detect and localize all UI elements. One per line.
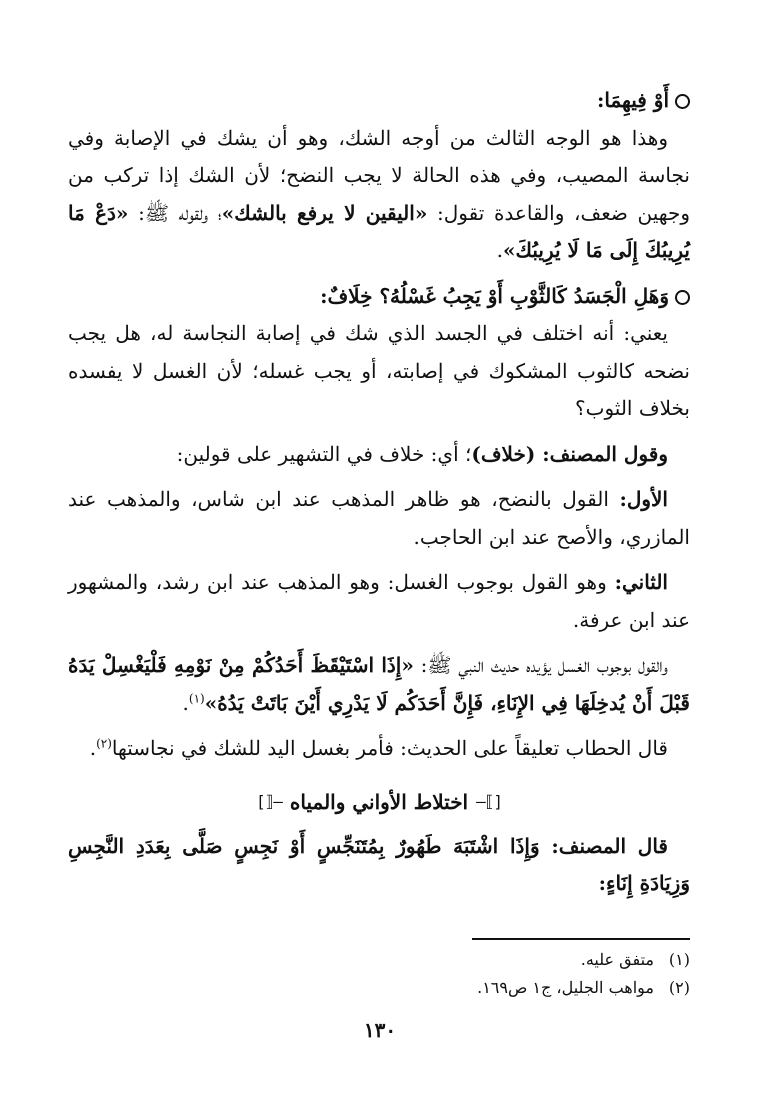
footnote-marker: (٢) <box>96 736 112 751</box>
circle-bullet-icon <box>675 94 690 109</box>
footnote-marker: (١) <box>188 690 205 705</box>
page-number: ١٣٠ <box>363 1018 397 1042</box>
paragraph-hattab-comment: قال الحطاب تعليقاً على الحديث: فأمر بغسل اليد للشك في نجاستها$^{(٢)}$. <box>89 736 668 760</box>
footnotes <box>68 946 690 1002</box>
footnote-divider <box>472 938 690 940</box>
ornament-left: [⟧— <box>256 791 282 811</box>
hadith-quote: «دَعْ مَا يُرِيبُكَ إِلَى مَا لَا يُرِيبُكَ» <box>68 200 690 262</box>
section-title: —⟦] اختلاط الأواني والمياه [⟧— <box>68 786 690 818</box>
paragraph-second-opinion: الثاني: وهو القول بوجوب الغسل: وهو المذهب عند ابن رشد، والمشهور عند ابن عرفة. <box>68 570 690 632</box>
heading-or-both: أَوْ فِيهِمَا: <box>68 82 690 120</box>
footnote-item: (١)متفق عليه. <box>580 950 690 969</box>
hadith-quote: «إِذَا اسْتَيْقَظَ أَحَدُكُمْ مِنْ نَوْمِهِ فَلْيَغْسِلْ يَدَهُ قَبْلَ أَنْ يُدخِلَهَا فِي الإِنَاءِ، فَإِنَّ أَحَدَكُم لَا يَدْرِي أَيْنَ بَاتَتْ يَدُهُ» <box>68 653 690 715</box>
paragraph-first-opinion: الأول: القول بالنضح، هو ظاهر المذهب عند ابن شاس، والمذهب عند المازري، والأصح عند ابن الحاجب. <box>68 487 690 549</box>
paragraph-author-text: قال المصنف: وَإِذَا اشْتَبَهَ طَهُورٌ بِمُتَنَجِّسٍ أَوْ نَجِسٍ صَلَّى بِعَدَدِ النَّجِسِ وَزِيَادَةِ إِنَاءٍ: <box>68 833 690 895</box>
ornament-right: —⟦] <box>476 791 503 811</box>
footnote-item: (٢)مواهب الجليل، ج١ ص١٦٩. <box>477 978 690 997</box>
paragraph-doubt-explanation: وهذا هو الوجه الثالث من أوجه الشك، وهو أن يشك في الإصابة وفي نجاسة المصيب، وفي هذه الحالة لا يجب النضح؛ لأن الشك إذا تركب من وجهين ضعف، والقاعدة تقول: «اليقين لا يرفع بالشك»؛ ولقوله ﷺ: «دَعْ مَا يُرِيبُكَ إِلَى مَا لَا يُرِيبُكَ». <box>68 125 691 262</box>
paragraph-author-statement: وقول المصنف: (خلاف)؛ أي: خلاف في التشهير على قولين: <box>176 441 668 466</box>
paragraph-hadith-support: والقول بوجوب الغسل يؤيده حديث النبي ﷺ: «إِذَا اسْتَيْقَظَ أَحَدُكُمْ مِنْ نَوْمِهِ فَلْيَغْسِلْ يَدَهُ قَبْلَ أَنْ يُدخِلَهَا فِي الإِنَاءِ، فَإِنَّ أَحَدَكُم لَا يَدْرِي أَيْنَ بَاتَتْ يَدُهُ»$^{(١)}$. <box>68 653 690 715</box>
circle-bullet-icon <box>675 290 690 305</box>
main-text <box>68 82 690 903</box>
paragraph-body-meaning: يعني: أنه اختلف في الجسد الذي شك في إصابة النجاسة له، هل يجب نضحه كالثوب المشكوك في إصابته، أو يجب غسله؛ لأن الغسل لا يفسده بخلاف الثوب؟ <box>68 321 690 420</box>
heading-body-question: وَهَلِ الْجَسَدُ كَالثَّوْبِ أَوْ يَجِبُ غَسْلُهُ؟ خِلَافٌ: <box>68 278 690 316</box>
rule-quote: «اليقين لا يرفع بالشك» <box>221 200 428 225</box>
